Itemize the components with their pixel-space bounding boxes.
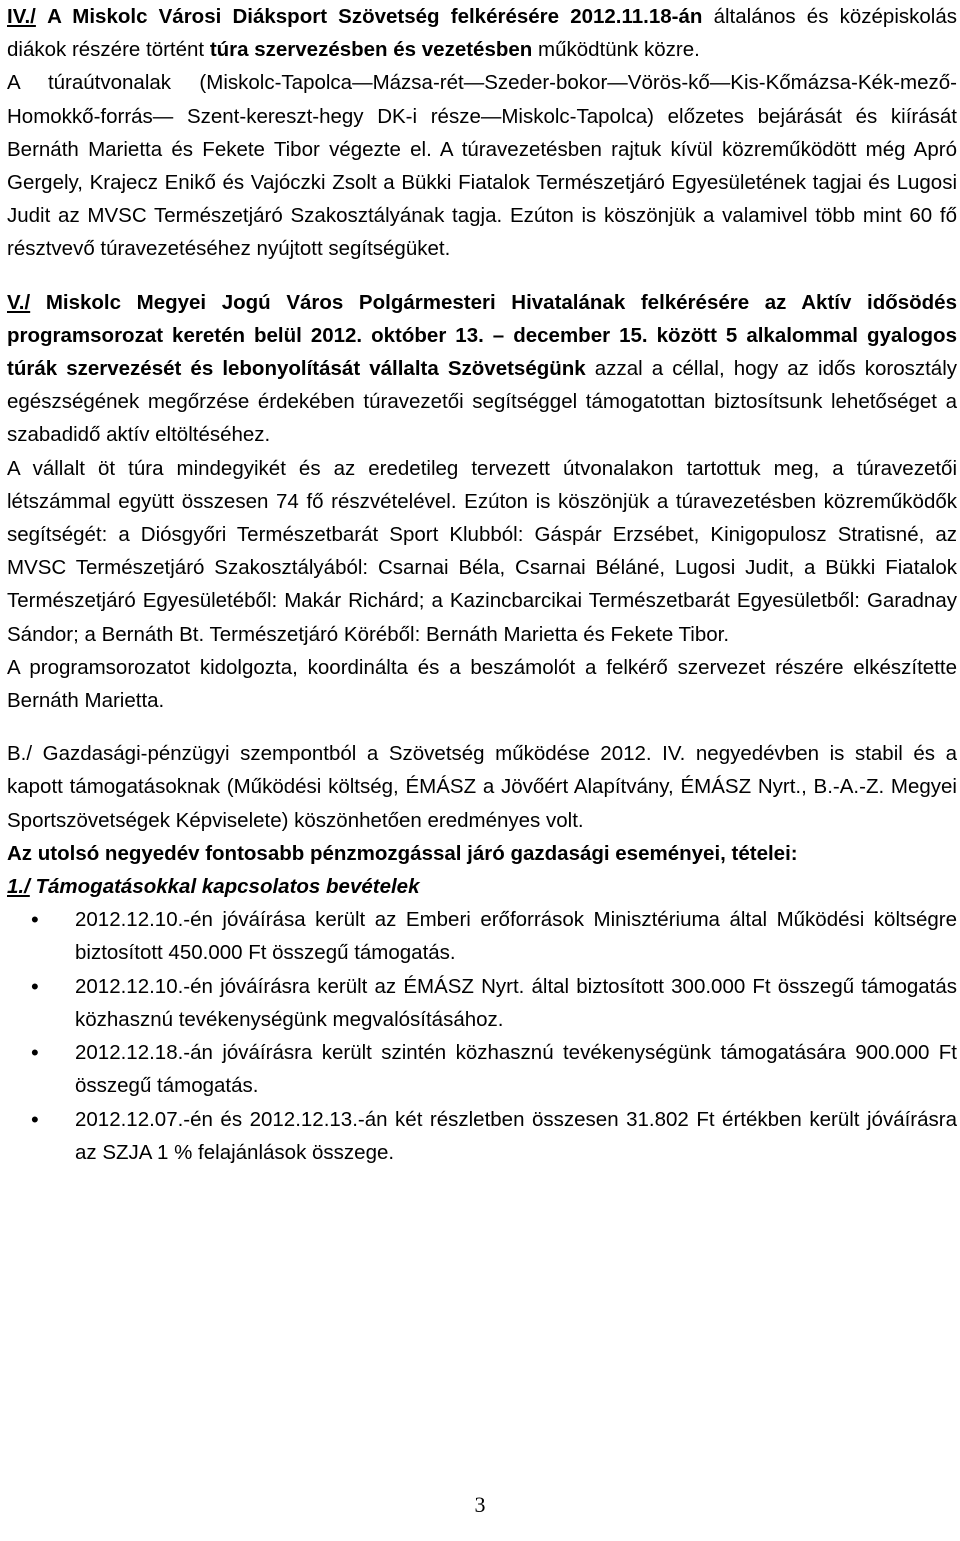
section-b-paragraph: B./ Gazdasági-pénzügyi szempontból a Szövetség működése 2012. IV. negyedévben is stabil és a kapott támogatásoknak (Működési költség, ÉMÁSZ a Jövőért Alapítvány, ÉMÁSZ Nyrt., B.-A.-Z. Megyei Sportszövetségek Képviselete) köszönhetően eredményes volt. [7, 742, 957, 832]
section-b-subheading-text: Támogatásokkal kapcsolatos bevételek [29, 875, 420, 899]
section-iv-text2: működtünk közre. [532, 38, 700, 62]
section-iv-paragraph [7, 0, 957, 66]
section-v-participants-paragraph: A vállalt öt túra mindegyikét és az eredetileg tervezett útvonalakon tartottuk meg, a túravezetői létszámmal együtt összesen 74 fő részvételével. Ezúton is köszönjük a túravezetésben közreműködők segítségét: a Diósgyőri Természetbarát Sport Klubból: Gáspár Erzsébet, Kinigopulosz Stratisné, az MVSC Természetjáró Szakosztályából: Csarnai Béla, Csarnai Béláné, Lugosi Judit, a Bükki Fiatalok Természetjáró Egyesületéből: Makár Richárd; a Kazincbarcikai Természetbarát Egyesületből: Garadnay Sándor; a Bernáth Bt. Természetjáró Köréből: Bernáth Marietta és Fekete Tibor. [7, 456, 957, 646]
list-item: • 2012.12.07.-én és 2012.12.13.-án két részletben összesen 31.802 Ft értékben került jóváírásra az SZJA 1 % felajánlások összege. [7, 1103, 957, 1169]
income-list [7, 903, 957, 1169]
section-b-subheading-num: 1./ [7, 875, 30, 899]
section-v-text1: azzal a céllal, hogy az idős korosztály egészségének megőrzése érdekében túravezetői segítséggel támogatottan biztosítsunk lehetőséget a szabadidő aktív eltöltéséhez. [7, 357, 958, 447]
list-item: • 2012.12.10.-én jóváírása került az Emberi erőforrások Minisztériuma által Működési költségre biztosított 450.000 Ft összegű támogatás. [7, 903, 957, 969]
page-number: 3 [474, 1492, 486, 1517]
document-page [7, 0, 957, 1169]
section-b-subheading [7, 870, 957, 903]
section-iv-label: IV./ [7, 5, 36, 28]
section-iv-route-paragraph: A túraútvonalak (Miskolc-Tapolca—Mázsa-rét—Szeder-bokor—Vörös-kő—Kis-Kőmázsa-Kék-mező- Homokkő-forrás— Szent-kereszt-hegy DK-i része—Miskolc-Tapolca) előzetes bejárását és kiírását Bernáth Marietta és Fekete Tibor végezte el. A túravezetésben rajtuk kívül közreműködött még Apró Gergely, Krajecz Enikő és Vajóczki Zsolt a Bükki Fiatalok Természetjáró Egyesületének tagjai és Lugosi Judit az MVSC Természetjáró Szakosztályának tagja. Ezúton is köszönjük a valamivel több mint 60 fő résztvevő túravezetéséhez nyújtott segítségüket. [7, 71, 957, 261]
list-item: • 2012.12.18.-án jóváírásra került szintén közhasznú tevékenységünk támogatására 900.000 Ft összegű támogatás. [7, 1036, 957, 1102]
section-v-label: V./ [7, 290, 31, 314]
list-item: • 2012.12.10.-én jóváírásra került az ÉMÁSZ Nyrt. által biztosított 300.000 Ft összegű támogatás közhasznú tevékenységünk megvalósításához. [7, 970, 957, 1036]
section-v-paragraph [7, 286, 957, 452]
section-iv-bold2: túra szervezésben és vezetésben [209, 38, 533, 62]
section-v-lead: Miskolc Megyei Jogú Város Polgármesteri Hivatalának felkérésére az Aktív idősödés programsorozat keretén belül 2012. október 13. – december 15. között 5 alkalommal gyalogos túrák szervezését és lebonyolítását vállalta Szövetségünk [7, 290, 957, 381]
section-iv-text1: általános és középiskolás diákok részére történt [7, 5, 957, 62]
section-iv-lead: A Miskolc Városi Diáksport Szövetség felkérésére 2012.11.18-án [47, 5, 703, 28]
section-v-closing-paragraph: A programsorozatot kidolgozta, koordinálta és a beszámolót a felkérő szervezet részére elkészítette Bernáth Marietta. [7, 655, 957, 713]
section-b-heading: Az utolsó negyedév fontosabb pénzmozgással járó gazdasági eseményei, tételei: [7, 841, 798, 865]
